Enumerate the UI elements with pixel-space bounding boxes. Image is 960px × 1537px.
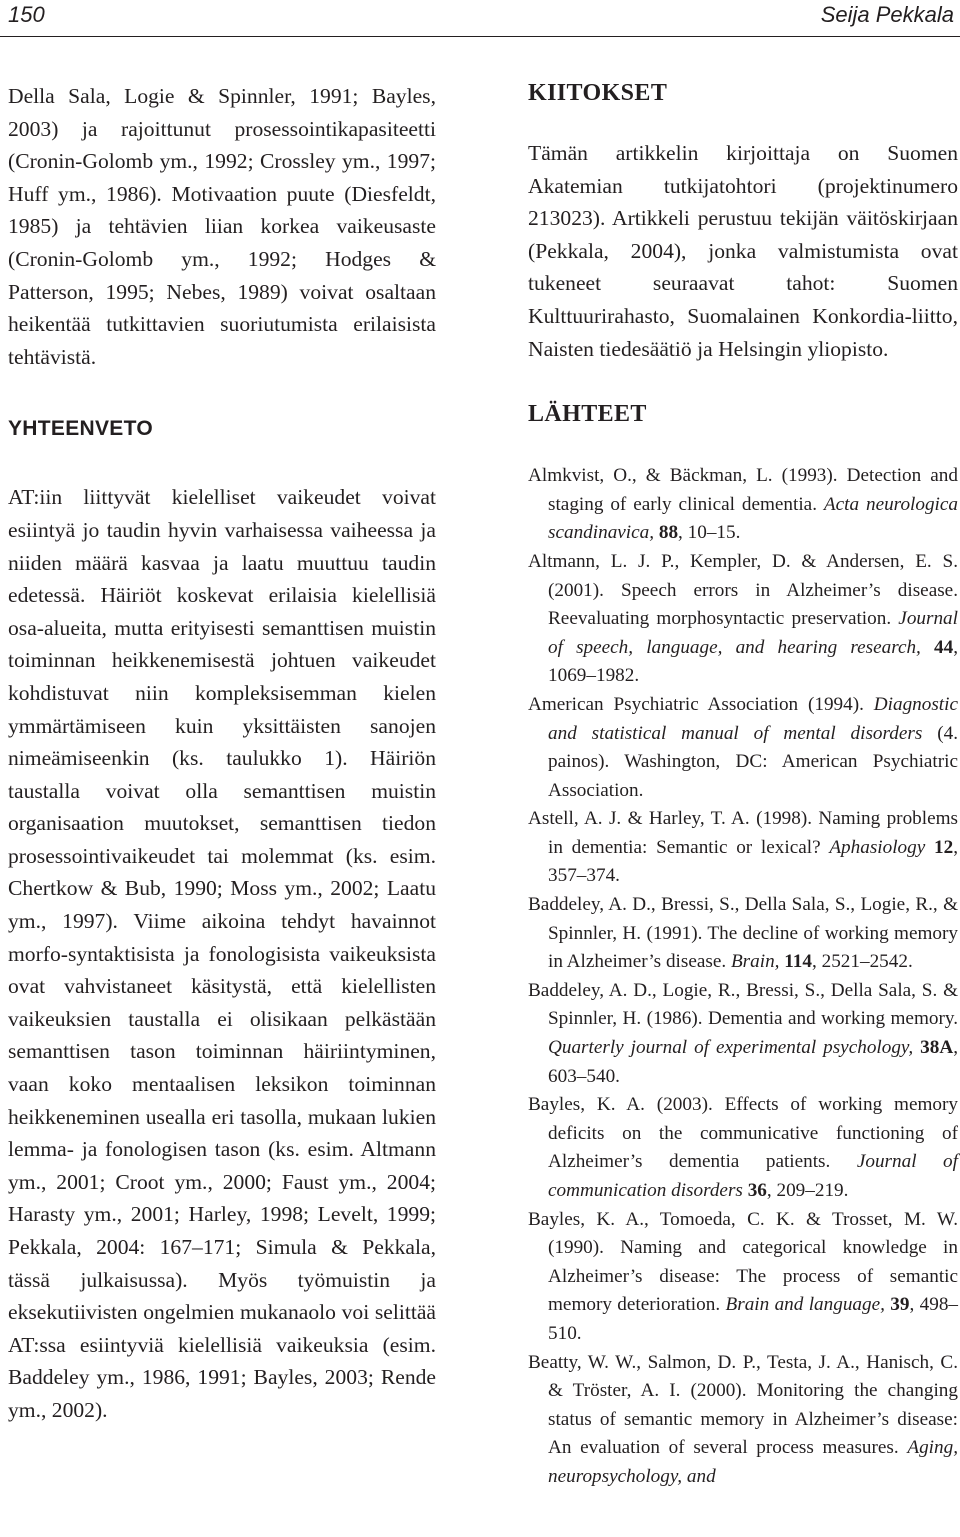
reference-journal: Brain and language, bbox=[725, 1294, 885, 1316]
reference-journal: Journal of speech, language, and hearing research, bbox=[548, 608, 958, 658]
reference-pages: , 603–540. bbox=[548, 1037, 958, 1087]
reference-authors-title: Almkvist, O., & Bäckman, L. (1993). Detection and staging of early clinical dementia. bbox=[528, 465, 958, 515]
reference-volume: 36 bbox=[747, 1180, 767, 1201]
reference-entry bbox=[528, 548, 958, 691]
reference-entry bbox=[528, 805, 958, 891]
summary-heading: YHTEENVETO bbox=[8, 417, 153, 441]
summary-paragraph: AT:iin liittyvät kielelliset vaikeudet voivat esiintyä jo taudin hyvin varhaisessa vaiheessa ja niiden määrä kasvaa ja laatu muuttuu taudin edetessä. Häiriöt koskevat erilaisia kielellisiä osa-alueita, mutta erityisesti semanttisen muistin toiminnan heikkenemisestä johtuen vaikeudet kohdistuvat niin kompleksisemman kielen ymmärtämiseen kuin yksittäisten sanojen nimeämiseenkin (ks. taulukko 1). Häiriön taustalla voivat olla semanttisen muistin organisaation muutokset, semanttisen tiedon prosessointivaikeudet tai molemmat (ks. esim. Chertkow & Bub, 1990; Moss ym., 2002; Laatu ym., 1997). Viime aikoina tehdyt havainnot morfo-syntaktisista ja fonologisista vaikeuksista ovat vahvistaneet käsitystä, että kielellisten vaikeuksien taustalla ei olisikaan pelkästään semanttisen tason toiminnan häiriintyminen, vaan koko mentaalisen leksikon toiminnan heikkeneminen usealla eri tasolla, mukaan lukien lemma- ja fonologisen tason (ks. esim. Altmann ym., 2001; Croot ym., 2000; Faust ym., 2004; Harasty ym., 2001; Harley, 1998; Levelt, 1999; Pekkala, 2004: 167–171; Simula & Pekkala, tässä julkaisussa). Myös työmuistin ja eksekutiivisten ongelmien mukanaolo voi selittää AT:ssa esiintyviä kielellisiä vaikeuksia (esim. Baddeley ym., 1986, 1991; Bayles, 2003; Rende ym., 2002). bbox=[8, 485, 436, 1422]
reference-authors-title: Bayles, K. A., Tomoeda, C. K. & Trosset, M. W. (1990). Naming and categorical knowledge in Alzheimer’s disease: The process of semantic memory deterioration. bbox=[528, 1208, 958, 1316]
reference-entry bbox=[528, 1091, 958, 1205]
references-heading: LÄHTEET bbox=[528, 401, 647, 428]
references-list bbox=[528, 462, 958, 1491]
reference-journal: Acta neurologica scandinavica, bbox=[548, 493, 958, 544]
reference-volume: 39 bbox=[890, 1294, 910, 1316]
reference-authors-title: Baddeley, A. D., Bressi, S., Della Sala, S., Logie, R., & Spinnler, H. (1991). The decline of working memory in Alzheimer’s disease. bbox=[528, 894, 958, 973]
running-author: Seija Pekkala bbox=[820, 2, 954, 27]
reference-entry bbox=[528, 691, 958, 805]
reference-journal: Quarterly journal of experimental psychology, bbox=[548, 1037, 914, 1059]
reference-journal: Aging, neuropsychology, and bbox=[548, 1437, 958, 1487]
reference-journal: Diagnostic and statistical manual of mental disorders bbox=[548, 693, 958, 744]
acknowledgements-paragraph: Tämän artikkelin kirjoittaja on Suomen Akatemian tutkijatohtori (projektinumero 213023). Artikkeli perustuu tekijän väitöskirjaan (Pekkala, 2004), jonka valmistumista ovat tukeneet seuraavat tahot: Suomen Kulttuurirahasto, Suomalainen Konkordia-liitto, Naisten tiedesäätiö ja Helsingin yliopisto. bbox=[528, 141, 958, 361]
reference-authors-title: Baddeley, A. D., Logie, R., Bressi, S., Della Sala, S. & Spinnler, H. (1986). Dementia and working memory. bbox=[528, 979, 958, 1030]
reference-authors-title: American Psychiatric Association (1994). bbox=[528, 693, 874, 715]
reference-volume: 88 bbox=[658, 522, 679, 544]
reference-pages: , 357–374. bbox=[548, 836, 958, 887]
reference-entry bbox=[528, 1206, 958, 1349]
reference-pages: , 10–15. bbox=[678, 522, 741, 544]
page-number: 150 bbox=[8, 2, 45, 27]
reference-volume: 44 bbox=[934, 636, 954, 658]
left-column bbox=[8, 80, 436, 1427]
reference-authors-title: Bayles, K. A. (2003). Effects of working memory deficits on the communicative functioning of Alzheimer’s dementia patients. bbox=[528, 1094, 958, 1173]
reference-journal: Aphasiology bbox=[829, 836, 926, 858]
reference-pages: , 209–219. bbox=[766, 1180, 849, 1201]
reference-pages: , 498–510. bbox=[548, 1294, 958, 1344]
acknowledgements-heading: KIITOKSET bbox=[528, 80, 668, 106]
reference-pages: , 2521–2542. bbox=[812, 951, 913, 973]
reference-entry bbox=[528, 977, 958, 1091]
reference-entry bbox=[528, 462, 958, 548]
reference-volume: 114 bbox=[784, 951, 812, 973]
reference-entry bbox=[528, 1349, 958, 1492]
running-header bbox=[0, 0, 960, 37]
reference-volume: 12 bbox=[934, 836, 954, 858]
reference-entry bbox=[528, 891, 958, 977]
intro-paragraph: Della Sala, Logie & Spinnler, 1991; Bayles, 2003) ja rajoittunut prosessointikapasiteetti (Cronin-Golomb ym., 1992; Crossley ym., 1997; Huff ym., 1986). Motivaation puute (Diesfeldt, 1985) ja tehtävien liian korkea vaikeusaste (Cronin-Golomb ym., 1992; Hodges & Patterson, 1995; Nebes, 1989) voivat osaltaan heikentää tutkittavien suoriutumista erilaisista tehtävistä. bbox=[8, 84, 436, 369]
reference-pages: (4. painos). Washington, DC: American Psychiatric Association. bbox=[548, 722, 958, 801]
reference-volume: 38A bbox=[920, 1037, 954, 1059]
reference-authors-title: Altmann, L. J. P., Kempler, D. & Andersen, E. S. (2001). Speech errors in Alzheimer’s disease. Reevaluating morphosyntactic preservation. bbox=[528, 550, 958, 630]
reference-authors-title: Beatty, W. W., Salmon, D. P., Testa, J. A., Hanisch, C. & Tröster, A. I. (2000). Monitoring the changing status of semantic memory in Alzheimer’s disease: An evaluation of several process measures. bbox=[528, 1351, 958, 1459]
reference-journal: Journal of communication disorders bbox=[548, 1151, 958, 1201]
reference-authors-title: Astell, A. J. & Harley, T. A. (1998). Naming problems in dementia: Semantic or lexical? bbox=[528, 808, 958, 858]
reference-journal: Brain, bbox=[730, 951, 780, 973]
right-column bbox=[528, 80, 958, 1492]
reference-pages: , 1069–1982. bbox=[548, 636, 958, 687]
